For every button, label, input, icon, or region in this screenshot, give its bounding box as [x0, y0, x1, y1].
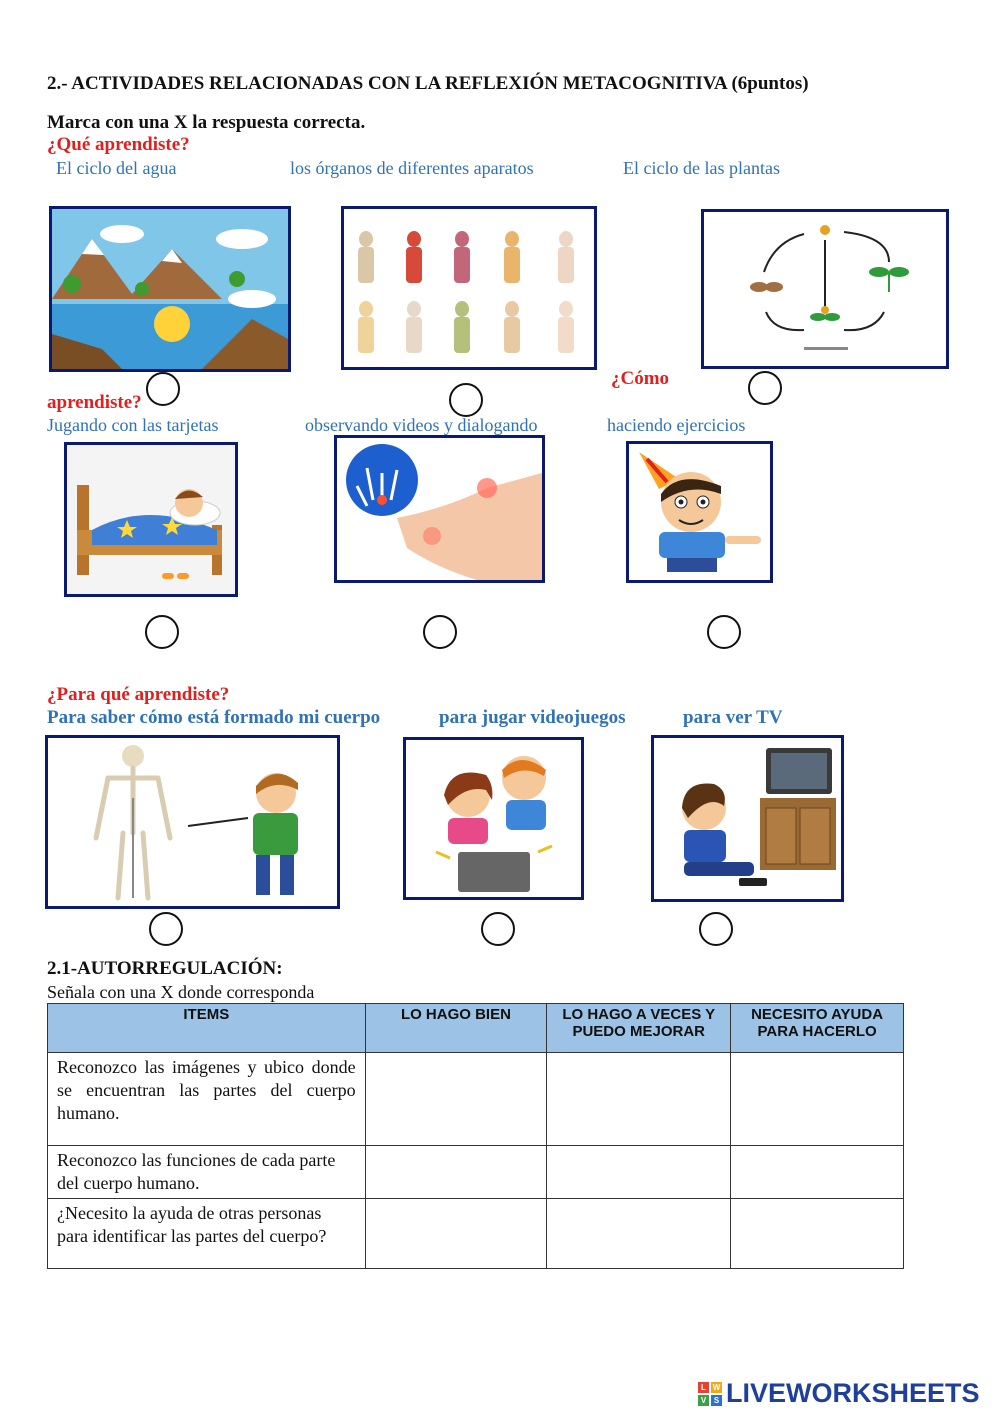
- answer-circle-organs[interactable]: [449, 383, 483, 417]
- option-body-formation: Para saber cómo está formado mi cuerpo: [47, 707, 381, 728]
- liveworksheets-brand: LIVEWORKSHEETS: [726, 1378, 980, 1408]
- option-cards: Jugando con las tarjetas: [47, 415, 219, 435]
- answer-circle-watch-tv[interactable]: [699, 912, 733, 946]
- section-instruction: Señala con una X donde corresponda: [47, 982, 315, 1002]
- header-sometimes: LO HAGO A VECES Y PUEDO MEJORAR: [547, 1004, 731, 1053]
- answer-circle-cards[interactable]: [145, 615, 179, 649]
- plant-cycle-image: [701, 209, 949, 369]
- row1-do-well-cell[interactable]: [365, 1053, 547, 1146]
- liveworksheets-logo-icon: L W V S: [698, 1382, 722, 1406]
- row2-need-help-cell[interactable]: [731, 1146, 904, 1199]
- skeleton-lesson-image: [45, 735, 340, 909]
- option-plant-cycle: El ciclo de las plantas: [623, 158, 780, 178]
- watching-tv-image: [651, 735, 844, 902]
- header-need-help: NECESITO AYUDA PARA HACERLO: [731, 1004, 904, 1053]
- question-how-part1: ¿Cómo: [611, 368, 670, 389]
- row3-need-help-cell[interactable]: [731, 1199, 904, 1269]
- header-do-well: LO HAGO BIEN: [365, 1004, 547, 1053]
- table-row: [48, 1146, 904, 1199]
- option-exercises: haciendo ejercicios: [607, 415, 746, 435]
- row2-sometimes-cell[interactable]: [547, 1146, 731, 1199]
- table-row: [48, 1199, 904, 1269]
- question-what: ¿Qué aprendiste?: [47, 134, 190, 155]
- liveworksheets-logo: [698, 1378, 980, 1409]
- section-title: 2.1-AUTORREGULACIÓN:: [47, 958, 283, 979]
- party-child-image: [626, 441, 773, 583]
- table-row: [48, 1053, 904, 1146]
- row3-do-well-cell[interactable]: [365, 1199, 547, 1269]
- header-items: ITEMS: [48, 1004, 366, 1053]
- page-title: 2.- ACTIVIDADES RELACIONADAS CON LA REFLEXIÓN METACOGNITIVA (6puntos): [47, 73, 809, 94]
- row-item-text: Reconozco las funciones de cada parte del cuerpo humano.: [48, 1146, 366, 1199]
- organs-image: [341, 206, 597, 370]
- option-watch-tv: para ver TV: [683, 707, 783, 728]
- answer-circle-body-formation[interactable]: [149, 912, 183, 946]
- question-how-part2: aprendiste?: [47, 392, 142, 413]
- answer-circle-plant-cycle[interactable]: [748, 371, 782, 405]
- question-why: ¿Para qué aprendiste?: [47, 684, 230, 705]
- option-videogames: para jugar videojuegos: [439, 707, 626, 728]
- row-item-text: ¿Necesito la ayuda de otras personas para identificar las partes del cuerpo?: [48, 1199, 366, 1269]
- row1-sometimes-cell[interactable]: [547, 1053, 731, 1146]
- answer-circle-videogames[interactable]: [481, 912, 515, 946]
- answer-circle-videos[interactable]: [423, 615, 457, 649]
- row1-need-help-cell[interactable]: [731, 1053, 904, 1146]
- self-regulation-table: [47, 1003, 904, 1269]
- row2-do-well-cell[interactable]: [365, 1146, 547, 1199]
- option-videos: observando videos y dialogando: [305, 415, 538, 435]
- instruction: Marca con una X la respuesta correcta.: [47, 112, 366, 133]
- videogames-image: [403, 737, 584, 900]
- option-water-cycle: El ciclo del agua: [56, 158, 177, 178]
- answer-circle-water-cycle[interactable]: [146, 372, 180, 406]
- row-item-text: Reconozco las imágenes y ubico donde se encuentran las partes del cuerpo humano.: [48, 1053, 366, 1146]
- row3-sometimes-cell[interactable]: [547, 1199, 731, 1269]
- answer-circle-exercises[interactable]: [707, 615, 741, 649]
- table-header-row: [48, 1004, 904, 1053]
- sleeping-child-image: [64, 442, 238, 597]
- water-cycle-image: [49, 206, 291, 372]
- option-organs: los órganos de diferentes aparatos: [290, 158, 534, 178]
- hand-xray-image: [334, 435, 545, 583]
